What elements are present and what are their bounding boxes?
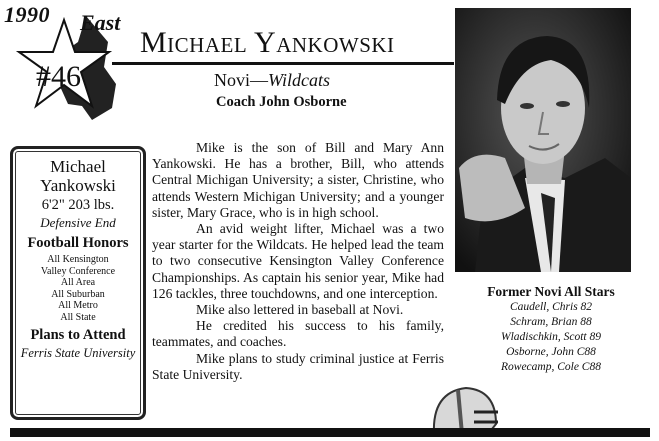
plans-heading: Plans to Attend	[30, 327, 126, 343]
all-star-item: Rowecamp, Cole C88	[501, 361, 601, 373]
all-stars-heading: Former Novi All Stars	[487, 284, 615, 299]
all-star-item: Wladischkin, Scott 89	[501, 331, 601, 343]
honor-item: All State	[60, 311, 96, 323]
bottom-photo-strip	[10, 428, 650, 437]
honor-item: All Metro	[58, 300, 98, 311]
honor-item: All Suburban	[51, 288, 105, 300]
former-all-stars	[456, 284, 646, 375]
all-star-item: Osborne, John C88	[506, 346, 596, 358]
college-name: Ferris State University	[20, 346, 136, 360]
player-name-title: Michael Yankowski	[140, 26, 395, 59]
school-line: Novi—Wildcats	[214, 70, 330, 90]
height-weight: 6'2" 203 lbs.	[41, 197, 115, 213]
player-photo	[455, 8, 631, 272]
position: Defensive End	[40, 215, 116, 230]
bio-paragraph: He credited his success to his family, teammates, and coaches.	[152, 318, 444, 350]
info-last-name: Yankowski	[40, 176, 116, 195]
team-name: Wildcats	[268, 70, 330, 90]
honors-list	[13, 254, 143, 323]
bio-paragraph: Mike plans to study criminal justice at Ferris State University.	[152, 350, 444, 382]
all-star-item: Caudell, Chris 82	[509, 301, 593, 313]
bio-paragraph: An avid weight lifter, Michael was a two year starter for the Wildcats. He helped lead the team to two consecutive Kensington Valley Conference Championships. As captain his senior year, Mike had 126 tackles, three touchdowns, and one interception.	[152, 221, 444, 301]
honor-item: All Area	[60, 277, 96, 288]
bio-paragraph: Mike also lettered in baseball at Novi.	[196, 302, 404, 318]
info-first-name: Michael	[50, 157, 106, 176]
all-star-item: Schram, Brian 88	[510, 316, 592, 328]
region-label: East	[80, 10, 121, 35]
honor-item: All Kensington	[47, 254, 109, 265]
year-label: 1990	[4, 2, 50, 27]
honors-heading: Football Honors	[27, 235, 129, 251]
school-name: Novi	[214, 70, 250, 90]
title-rule	[112, 62, 454, 65]
jersey-number: #46	[36, 60, 81, 93]
player-bio	[152, 140, 444, 383]
bio-paragraph: Mike is the son of Bill and Mary Ann Yankowski. He has a brother, Bill, who attends Central Michigan University; a sister, Christine, who attends Western Michigan University; and a younger sister, Mary Grace, who is in high school.	[152, 140, 444, 220]
honor-item: Valley Conference	[40, 265, 116, 277]
coach-name: Coach John Osborne	[216, 94, 347, 110]
player-info-box	[10, 146, 146, 420]
